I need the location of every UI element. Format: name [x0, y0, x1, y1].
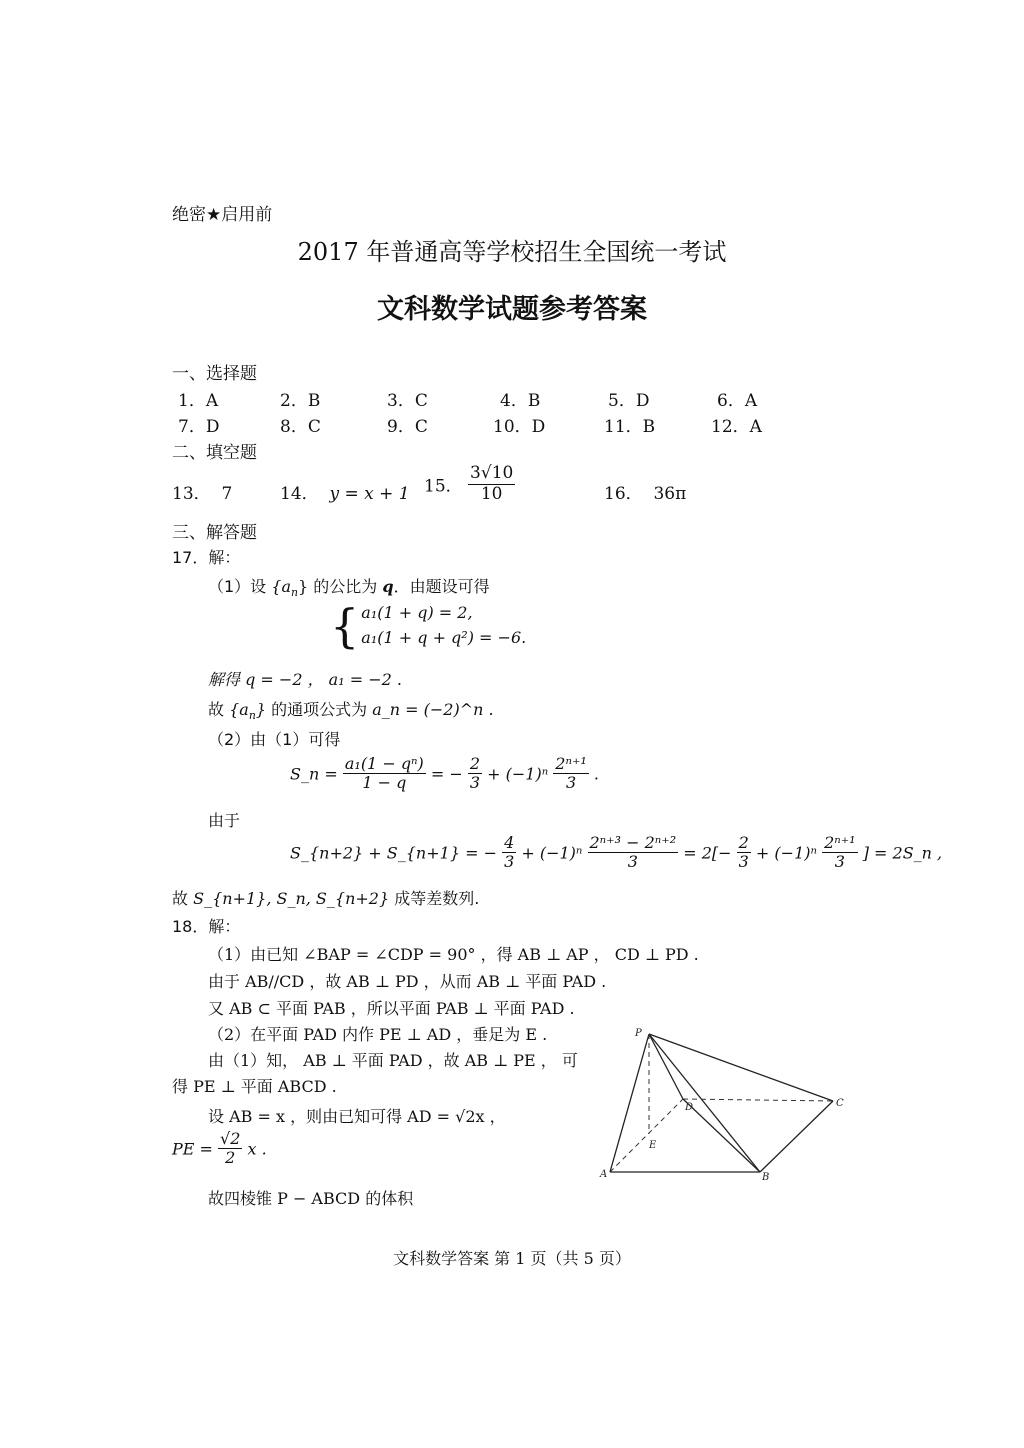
- question-number: 14．: [280, 484, 319, 504]
- p17-line-6: [172, 886, 479, 909]
- text: } 的公比为: [298, 577, 378, 596]
- question-number: 13．: [172, 484, 211, 504]
- answer-item: 9．C: [387, 417, 428, 437]
- question-number: 16．: [604, 484, 643, 504]
- math: {a: [271, 577, 291, 596]
- answer-value: 7: [221, 484, 233, 504]
- fraction-denominator: 10: [480, 483, 503, 504]
- fill-14: [280, 479, 410, 504]
- answer-value: y = x + 1: [329, 484, 410, 504]
- equation: a₁(1 + q + q²) = −6.: [361, 627, 527, 647]
- p17-line-1: （1）设 $\{a_n\}$ 的公比为 q．由题设可得: [208, 577, 490, 600]
- fraction-denominator: 3: [738, 852, 749, 872]
- math: a_n = (−2)^n .: [372, 700, 494, 719]
- math: PE =: [172, 1139, 213, 1159]
- math: ] = 2S_n ,: [862, 843, 943, 863]
- fraction-denominator: 3: [565, 773, 577, 793]
- p18-line-3: 又 AB ⊂ 平面 PAB ，所以平面 PAB ⊥ 平面 PAD .: [208, 999, 575, 1018]
- answer-item: 11．B: [604, 417, 656, 437]
- equation: a₁(1 + q) = 2,: [361, 603, 473, 622]
- fraction-numerator: 2: [738, 833, 749, 852]
- p18-line-6: 得 PE ⊥ 平面 ABCD .: [172, 1077, 337, 1096]
- p18-line-2: 由于 AB//CD ，故 AB ⊥ PD ，从而 AB ⊥ 平面 PAD .: [208, 972, 607, 991]
- edge-pd: [649, 1034, 683, 1099]
- p18-line-7: 设 AB = x ，则由已知可得 AD = √2x ，: [208, 1107, 506, 1126]
- p18-line-4: （2）在平面 PAD 内作 PE ⊥ AD ，垂足为 E .: [208, 1025, 548, 1044]
- answer-value: 36π: [653, 484, 687, 504]
- answer-item: 12．A: [711, 417, 762, 437]
- text: ．由题设可得: [393, 577, 490, 596]
- fraction-numerator: 4: [504, 833, 515, 852]
- math: + (−1)ⁿ: [487, 764, 549, 784]
- p17-line-4: （2）由（1）可得: [208, 730, 341, 749]
- document-title: 文科数学试题参考答案: [377, 294, 647, 325]
- p17-line-5: 由于: [208, 811, 241, 830]
- fraction-denominator: 3: [627, 852, 638, 872]
- p17-big-equation: [290, 834, 942, 872]
- text: 成等差数列.: [394, 889, 480, 908]
- problem-18-title: 18．解：: [172, 917, 241, 936]
- text: （1）设: [208, 577, 267, 596]
- section-heading-fill: 二、填空题: [172, 443, 257, 463]
- math: S_n =: [290, 764, 338, 784]
- fraction-denominator: 1 − q: [362, 773, 407, 793]
- fraction-numerator: 2ⁿ⁺¹: [824, 833, 856, 852]
- math: = −: [430, 764, 463, 784]
- fraction-numerator: 3√10: [470, 463, 514, 483]
- section-heading-choice: 一、选择题: [172, 364, 257, 384]
- p17-line-2: 解得 q = −2 ， a₁ = −2 .: [208, 670, 402, 689]
- p18-line-8: 故四棱锥 P − ABCD 的体积: [208, 1189, 414, 1208]
- text: 的通项公式为: [271, 700, 368, 719]
- answer-item: 4．B: [500, 391, 541, 411]
- answer-item: 3．C: [387, 391, 428, 411]
- page-footer: 文科数学答案 第 1 页（共 5 页）: [393, 1249, 631, 1268]
- math: + (−1)ⁿ: [521, 843, 583, 863]
- problem-17-title: 17．解：: [172, 548, 241, 567]
- math: q: [382, 577, 394, 596]
- vertex-label-d: D: [685, 1102, 694, 1113]
- fraction-numerator: 2ⁿ⁺³ − 2ⁿ⁺²: [589, 833, 677, 852]
- math: S_{n+2} + S_{n+1} = −: [290, 843, 497, 863]
- fraction-denominator: 3: [834, 852, 845, 872]
- answer-item: 6．A: [717, 391, 758, 411]
- answer-item: 1．A: [178, 391, 219, 411]
- exam-title: 2017 年普通高等学校招生全国统一考试: [297, 238, 727, 266]
- math: x .: [247, 1139, 267, 1159]
- fraction-denominator: 3: [469, 773, 481, 793]
- p17-line-3: 故 $\{a_n\}$ 的通项公式为 a_n = (−2)^n .: [208, 700, 494, 723]
- p18-pe-formula: [172, 1130, 267, 1168]
- p17-sn-formula: [290, 755, 599, 793]
- vertex-label-b: B: [762, 1172, 770, 1183]
- vertex-label-c: C: [836, 1098, 844, 1109]
- p18-line-1: （1）由已知 ∠BAP = ∠CDP = 90° ，得 AB ⊥ AP ， CD ⊥ PD .: [208, 945, 699, 964]
- section-heading-solutions: 三、解答题: [172, 523, 257, 543]
- answer-item: 5．D: [608, 391, 650, 411]
- math: = 2[−: [683, 843, 732, 863]
- fill-16: [604, 479, 686, 504]
- fill-15: [424, 464, 515, 504]
- fraction-denominator: 3: [504, 852, 515, 872]
- fraction-numerator: 2ⁿ⁺¹: [555, 754, 587, 773]
- edge-bc: [760, 1101, 833, 1172]
- text: 故: [208, 700, 225, 719]
- p18-line-5: 由（1）知， AB ⊥ 平面 PAD ，故 AB ⊥ PE ， 可: [208, 1051, 578, 1070]
- answer-item: 7．D: [178, 417, 220, 437]
- edge-dc-hidden: [683, 1099, 833, 1101]
- vertex-label-e: E: [649, 1140, 657, 1151]
- secret-label: 绝密★启用前: [172, 205, 273, 225]
- edge-pa: [610, 1034, 649, 1172]
- answer-item: 2．B: [280, 391, 321, 411]
- pyramid-figure: [595, 1022, 855, 1187]
- fraction-numerator: 2: [469, 754, 481, 773]
- fill-13: [172, 479, 232, 504]
- fraction-numerator: √2: [220, 1129, 241, 1148]
- fraction-denominator: 2: [225, 1148, 236, 1168]
- answer-item: 8．C: [280, 417, 321, 437]
- text: 故: [172, 889, 189, 908]
- question-number: 15．: [424, 476, 463, 497]
- vertex-label-p: P: [635, 1028, 642, 1039]
- p17-system: [330, 598, 527, 653]
- fraction: [468, 464, 515, 504]
- answer-item: 10．D: [493, 417, 546, 437]
- edge-bd: [683, 1099, 760, 1172]
- fraction-numerator: a₁(1 − qⁿ): [344, 754, 424, 773]
- brace-icon: {: [330, 598, 360, 653]
- vertex-label-a: A: [600, 1169, 608, 1180]
- math: .: [593, 764, 600, 784]
- math: S_{n+1}, S_n, S_{n+2}: [193, 889, 390, 908]
- math: + (−1)ⁿ: [755, 843, 817, 863]
